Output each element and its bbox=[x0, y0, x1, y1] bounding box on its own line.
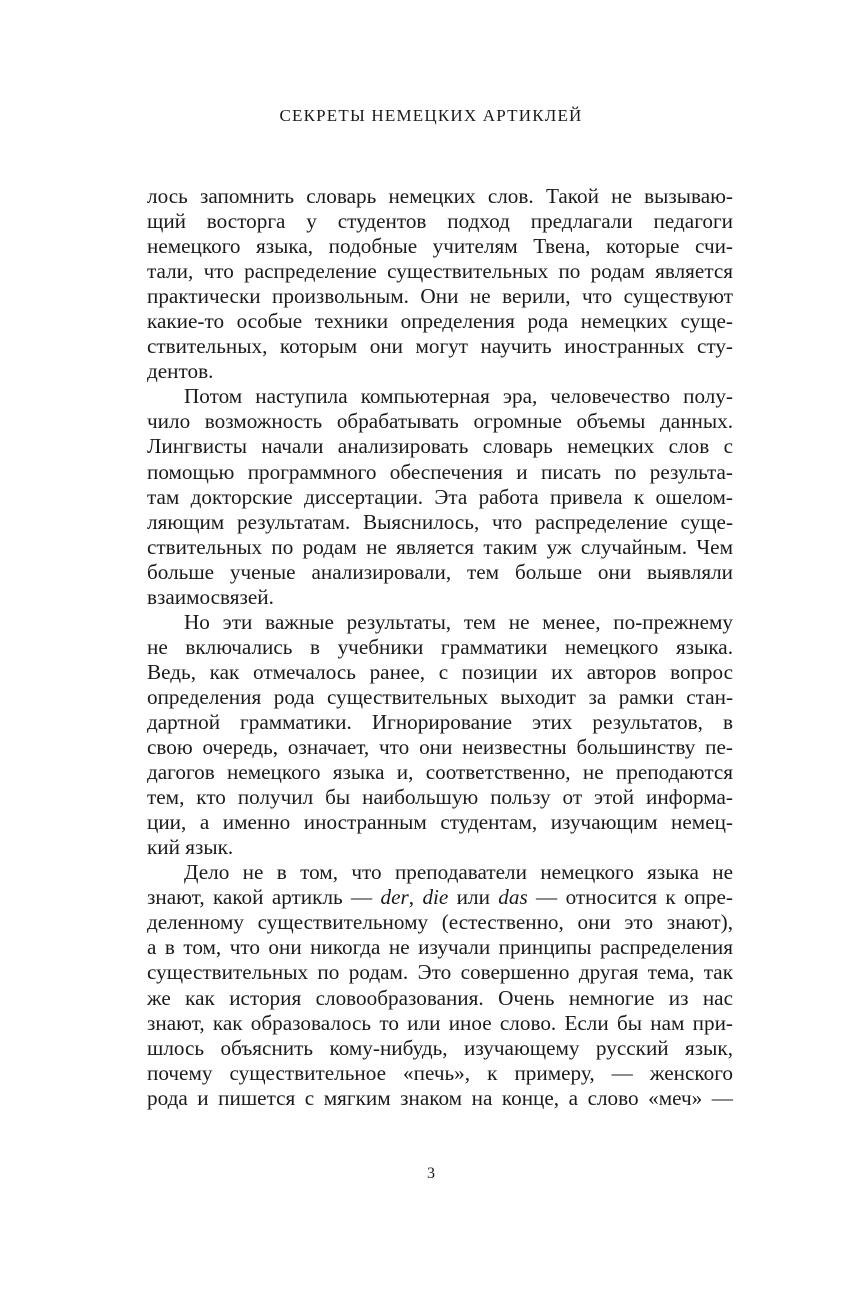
text-line: ствительных, которым они могут научить иностранных сту- bbox=[147, 334, 733, 359]
text-line: ляющим результатам. Выяснилось, что распределение суще- bbox=[147, 509, 733, 534]
article-die: die bbox=[422, 885, 449, 910]
page-number: 3 bbox=[427, 1165, 435, 1182]
text-line: дагогов немецкого языка и, соответственно, не преподаются bbox=[147, 760, 733, 785]
text-line: а в том, что они никогда не изучали принципы распределения bbox=[147, 935, 733, 960]
text-line: щий восторга у студентов подход предлагали педагоги bbox=[147, 209, 733, 234]
text-line: больше ученые анализировали, тем больше они выявляли bbox=[147, 559, 733, 584]
text-line: почему существительное «печь», к примеру, — женского bbox=[147, 1060, 733, 1085]
text-line: взаимосвязей. bbox=[147, 584, 274, 609]
paragraph-4 bbox=[147, 860, 733, 1110]
text-line: тем, кто получил бы наибольшую пользу от этой информа- bbox=[147, 785, 733, 810]
text-line: Ведь, как отмечалось ранее, с позиции их авторов вопрос bbox=[147, 659, 733, 684]
text-line: ствительных по родам не является таким уж случайным. Чем bbox=[147, 534, 733, 559]
text-line: Но эти важные результаты, тем не менее, по-прежнему bbox=[184, 609, 733, 634]
text-line: Потом наступила компьютерная эра, человечество полу- bbox=[184, 384, 733, 409]
text-line: же как история словообразования. Очень немногие из нас bbox=[147, 985, 733, 1010]
text-line: немецкого языка, подобные учителям Твена, которые счи- bbox=[147, 234, 733, 259]
running-header: СЕКРЕТЫ НЕМЕЦКИХ АРТИКЛЕЙ bbox=[279, 106, 583, 125]
text-line: деленному существительному (естественно, они это знают), bbox=[147, 910, 733, 935]
text-line: Дело не в том, что преподаватели немецкого языка не bbox=[184, 860, 733, 885]
text-line: дентов. bbox=[147, 359, 214, 384]
paragraph-3 bbox=[147, 610, 733, 860]
text-fragment: или bbox=[448, 885, 499, 910]
text-line: чило возможность обрабатывать огромные объемы данных. bbox=[147, 409, 733, 434]
article-das: das bbox=[498, 885, 528, 910]
text-line: Лингвисты начали анализировать словарь немецких слов с bbox=[147, 434, 733, 459]
paragraph-2 bbox=[147, 384, 733, 609]
text-line: дартной грамматики. Игнорирование этих результатов, в bbox=[147, 709, 733, 734]
text-line: кий язык. bbox=[147, 835, 234, 860]
text-fragment: знают, какой артикль — bbox=[147, 885, 381, 910]
article-der: der bbox=[380, 885, 409, 910]
text-line: тали, что распределение существительных по родам является bbox=[147, 259, 733, 284]
text-line: помощью программного обеспечения и писать по результа- bbox=[147, 459, 733, 484]
text-line: ции, а именно иностранным студентам, изучающим немец- bbox=[147, 810, 733, 835]
text-line: знают, как образовалось то или иное слово. Если бы нам при- bbox=[147, 1010, 733, 1035]
text-fragment: , bbox=[408, 885, 423, 910]
paragraph-1 bbox=[147, 184, 733, 384]
text-line: рода и пишется с мягким знаком на конце, а слово «меч» — bbox=[147, 1085, 733, 1110]
text-line: какие-то особые техники определения рода немецких суще- bbox=[147, 309, 733, 334]
text-line: практически произвольным. Они не верили, что существуют bbox=[147, 284, 733, 309]
text-line: существительных по родам. Это совершенно другая тема, так bbox=[147, 960, 733, 985]
text-line: там докторские диссертации. Эта работа привела к ошелом- bbox=[147, 484, 733, 509]
text-line: лось запомнить словарь немецких слов. Такой не вызываю- bbox=[147, 184, 733, 208]
text-line: не включались в учебники грамматики немецкого языка. bbox=[147, 634, 733, 659]
text-line: свою очередь, означает, что они неизвестны большинству пе- bbox=[147, 735, 733, 760]
body-text bbox=[147, 184, 733, 1111]
text-fragment: — относится к опре- bbox=[527, 885, 733, 910]
text-line-articles bbox=[147, 885, 733, 910]
text-line: шлось объяснить кому-нибудь, изучающему русский язык, bbox=[147, 1035, 733, 1060]
text-line: определения рода существительных выходит за рамки стан- bbox=[147, 684, 733, 709]
